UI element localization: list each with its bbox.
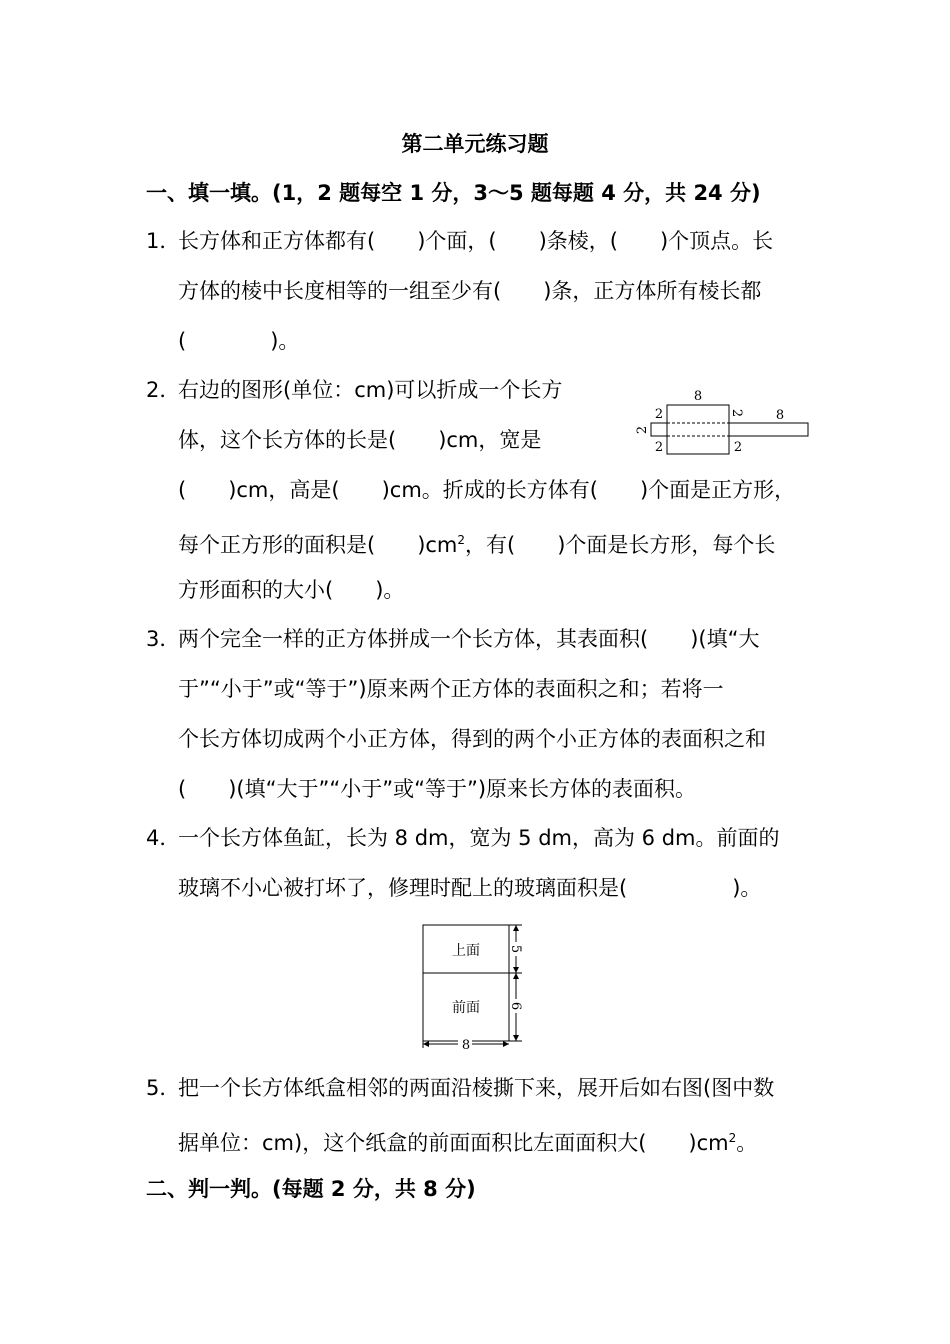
net-left-flap bbox=[651, 423, 667, 436]
q2-line-1: 右边的图形(单位：cm)可以折成一个长方 bbox=[178, 378, 563, 402]
q3-number: 3． bbox=[146, 627, 181, 651]
net-right-flap bbox=[729, 423, 808, 436]
q2-line-5: 方形面积的大小( )。 bbox=[178, 578, 405, 602]
q2-line-2: 体，这个长方体的长是( )cm，宽是 bbox=[178, 428, 542, 452]
net-center-rect bbox=[667, 405, 729, 454]
q4-number: 4． bbox=[146, 826, 181, 850]
net-label-right: 8 bbox=[775, 408, 785, 423]
cuboid-net-figure bbox=[628, 388, 813, 458]
arrow-down-2 bbox=[513, 1035, 519, 1041]
q4-line-2: 玻璃不小心被打坏了，修理时配上的玻璃面积是( )。 bbox=[178, 876, 762, 900]
q2-line-4 bbox=[178, 525, 775, 560]
q5-line-2a: 据单位：cm)，这个纸盒的前面面积比左面面积大( )cm bbox=[178, 1131, 729, 1155]
dim-label-8: 8 bbox=[461, 1038, 471, 1050]
q5-number: 5． bbox=[146, 1076, 181, 1100]
q3-line-1: 两个完全一样的正方体拼成一个长方体，其表面积( )(填“大 bbox=[178, 627, 760, 651]
arrow-down-1 bbox=[513, 967, 519, 973]
q4-line-1: 一个长方体鱼缸，长为 8 dm，宽为 5 dm，高为 6 dm。前面的 bbox=[178, 826, 780, 850]
net-label-left-top: 2 bbox=[654, 407, 664, 422]
net-label-left-side: 2 bbox=[635, 425, 650, 435]
q3-line-4: ( )(填“大于”“小于”或“等于”)原来长方体的表面积。 bbox=[178, 777, 697, 801]
dim-label-6: 6 bbox=[508, 1001, 523, 1011]
q1-line-1: 长方体和正方体都有( )个面，( )条棱，( )个顶点。长 bbox=[178, 229, 774, 253]
q2-number: 2． bbox=[146, 378, 181, 402]
arrow-right bbox=[503, 1041, 509, 1047]
net-label-top: 8 bbox=[693, 389, 703, 404]
q5-line-2 bbox=[178, 1123, 757, 1158]
net-label-mid-bottom: 2 bbox=[733, 440, 743, 455]
q5-line-1: 把一个长方体纸盒相邻的两面沿棱撕下来，展开后如右图(图中数 bbox=[178, 1076, 775, 1100]
q2-line-4b: ，有( )个面是长方形，每个长 bbox=[465, 533, 776, 557]
net-label-left-bottom: 2 bbox=[654, 440, 664, 455]
dim-label-5: 5 bbox=[508, 944, 523, 954]
q3-line-3: 个长方体切成两个小正方体，得到的两个小正方体的表面积之和 bbox=[178, 727, 766, 751]
section-2-heading: 二、判一判。(每题 2 分，共 8 分) bbox=[146, 1177, 476, 1201]
net-label-mid-top: 2 bbox=[729, 408, 744, 418]
q2-line-3: ( )cm，高是( )cm。折成的长方体有( )个面是正方形， bbox=[178, 478, 796, 502]
page-title: 第二单元练习题 bbox=[401, 132, 549, 156]
q5-sup: 2 bbox=[728, 1131, 737, 1145]
q1-line-3: ( )。 bbox=[178, 329, 300, 353]
q5-line-2b: 。 bbox=[736, 1131, 758, 1155]
tank-faces-figure bbox=[418, 920, 533, 1050]
q2-line-4a: 每个正方形的面积是( )cm bbox=[178, 533, 458, 557]
q3-line-2: 于”“小于”或“等于”)原来两个正方体的表面积之和；若将一 bbox=[178, 677, 724, 701]
q2-sup: 2 bbox=[457, 533, 466, 547]
q1-number: 1． bbox=[146, 229, 181, 253]
top-face-label: 上面 bbox=[452, 943, 480, 959]
q1-line-2: 方体的棱中长度相等的一组至少有( )条，正方体所有棱长都 bbox=[178, 279, 762, 303]
front-face-label: 前面 bbox=[452, 1000, 480, 1016]
arrow-up-1 bbox=[513, 925, 519, 931]
section-1-heading: 一、填一填。(1，2 题每空 1 分，3～5 题每题 4 分，共 24 分) bbox=[146, 181, 761, 205]
arrow-left bbox=[423, 1041, 429, 1047]
arrow-up-2 bbox=[513, 973, 519, 979]
